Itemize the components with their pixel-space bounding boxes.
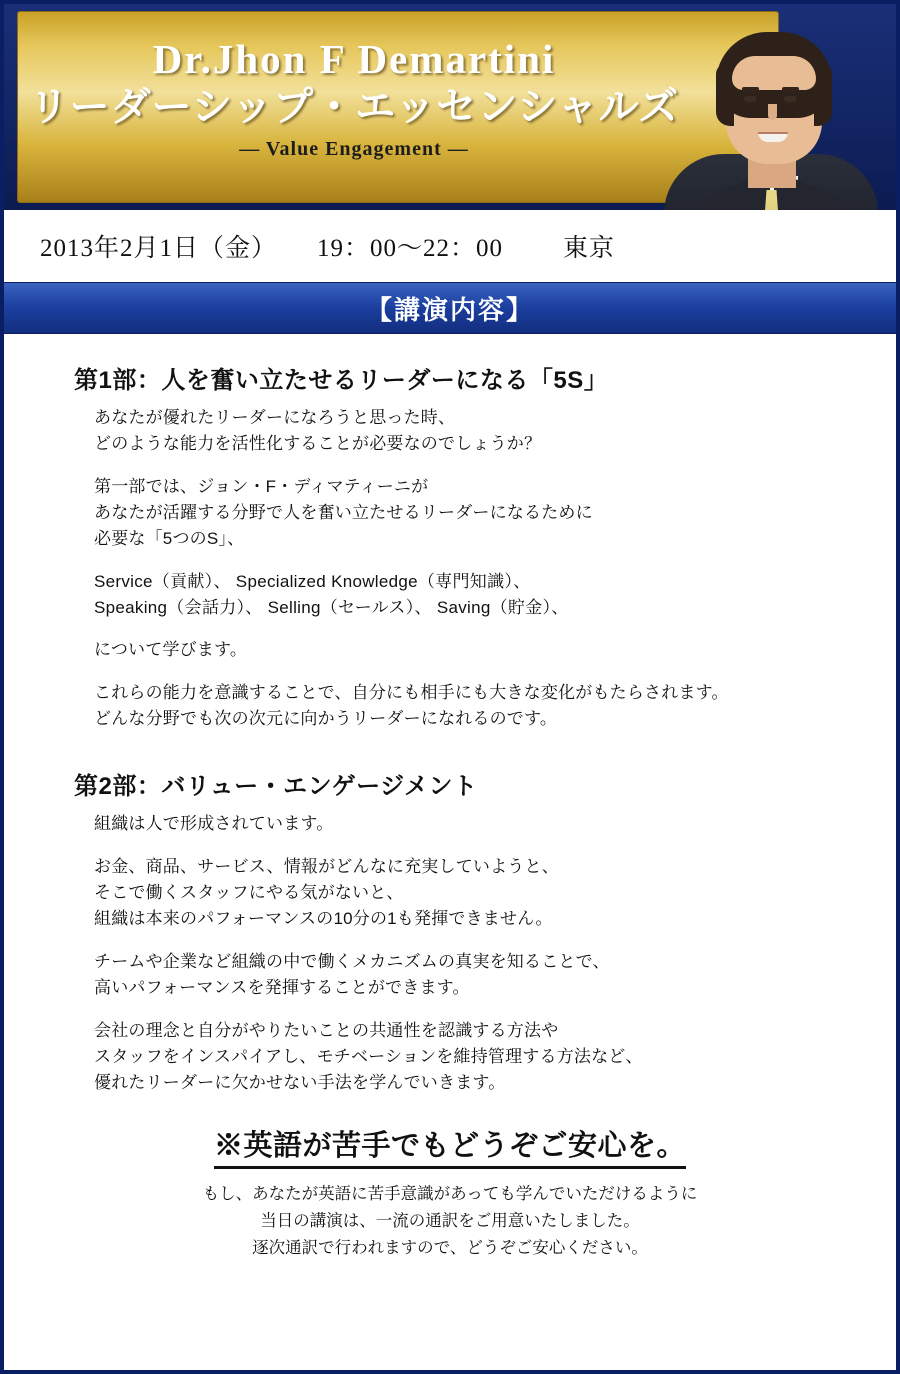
event-info-bar — [4, 210, 896, 282]
portrait-brow-right — [782, 87, 799, 91]
portrait-eye-right — [784, 96, 797, 102]
part2-line-4-3: 優れたリーダーに欠かせない手法を学んでいきます。 — [94, 1073, 506, 1093]
part2-line-3-1: チームや企業など組織の中で働くメカニズムの真実を知ることで、 — [94, 951, 610, 971]
part2-line-4-2: スタッフをインスパイアし、モチベーションを維持管理する方法など、 — [94, 1046, 643, 1066]
part2-block-2 — [94, 854, 862, 933]
part1-line-5-2: どんな分野でも次の次元に向かうリーダーになれるのです。 — [94, 709, 558, 729]
portrait-forehead — [732, 56, 816, 90]
part1-line-5-1: これらの能力を意識することで、自分にも相手にも大きな変化がもたらされます。 — [94, 682, 729, 702]
part1-line-3-1: Service（貢献）、 Specialized Knowledge（専門知識）、 — [94, 571, 531, 591]
part2-line-3-2: 高いパフォーマンスを発揮することができます。 — [94, 978, 470, 998]
event-time: 19：00〜22：00 — [317, 235, 504, 262]
event-date: 2013年2月1日（金） — [40, 235, 278, 262]
part1-line-2-2: あなたが活躍する分野で人を奮い立たせるリーダーになるために — [94, 503, 593, 523]
portrait-brow-left — [742, 87, 759, 91]
part1-block-2 — [94, 474, 862, 553]
part1-line-2-1: 第一部では、ジョン・F・ディマティーニが — [94, 476, 429, 496]
section-header-bar — [4, 282, 896, 334]
part1-block-1 — [94, 405, 862, 458]
part1-line-2-3: 必要な「5つのS」、 — [94, 529, 245, 549]
notice-body — [38, 1181, 862, 1263]
part2-line-2-1: お金、商品、サービス、情報がどんなに充実していようと、 — [94, 856, 559, 876]
part1-line-3-2: Speaking（会話力）、 Selling（セールス）、 Saving（貯金）、 — [94, 598, 569, 618]
notice-section — [38, 1123, 862, 1263]
header-banner — [4, 4, 896, 210]
part1-title: 第1部：人を奮い立たせるリーダーになる「5S」 — [74, 367, 609, 394]
part2-block-1 — [94, 811, 862, 837]
part1-line-1-1: あなたが優れたリーダーになろうと思った時、 — [94, 408, 456, 427]
event-place: 東京 — [563, 235, 616, 262]
notice-heading: ※英語が苦手でもどうぞご安心を。 — [214, 1123, 686, 1169]
presenter-portrait — [656, 4, 888, 210]
notice-line-1: もし、あなたが英語に苦手意識があっても学んでいただけるように — [202, 1184, 698, 1203]
portrait-eye-left — [744, 96, 757, 102]
portrait-hair-right — [814, 64, 832, 126]
part1-block-5 — [94, 680, 862, 733]
section-heading: 【講演内容】 — [365, 294, 534, 325]
portrait-nose — [768, 104, 777, 120]
content-body — [4, 334, 896, 1272]
notice-line-3: 逐次通訳で行われますので、どうぞご安心ください。 — [252, 1238, 648, 1257]
part1-block-3 — [94, 569, 862, 622]
header-title-group — [4, 4, 704, 194]
part1-line-1-2: どのような能力を活性化することが必要なのでしょうか？ — [94, 434, 542, 454]
part1-block-4 — [94, 637, 862, 663]
part2-line-2-2: そこで働くスタッフにやる気がないと、 — [94, 883, 404, 903]
title-subtitle: — Value Engagement — — [239, 138, 469, 161]
title-english: Dr.Jhon F Demartini — [152, 35, 556, 82]
part2-line-1-1: 組織は人で形成されています。 — [94, 814, 334, 834]
part2-line-4-1: 会社の理念と自分がやりたいことの共通性を認識する方法や — [94, 1020, 559, 1040]
notice-line-2: 当日の講演は、一流の通訳をご用意いたしました。 — [260, 1211, 640, 1230]
part2-block-4 — [94, 1018, 862, 1097]
part1-line-4-1: について学びます。 — [94, 640, 248, 660]
part2-title: 第2部：バリュー・エンゲージメント — [74, 773, 478, 801]
portrait-hair-left — [716, 64, 734, 126]
part2-line-2-3: 組織は本来のパフォーマンスの10分の1も発揮できません。 — [94, 909, 553, 929]
part2-block-3 — [94, 949, 862, 1002]
title-japanese: リーダーシップ・エッセンシャルズ — [28, 85, 680, 130]
